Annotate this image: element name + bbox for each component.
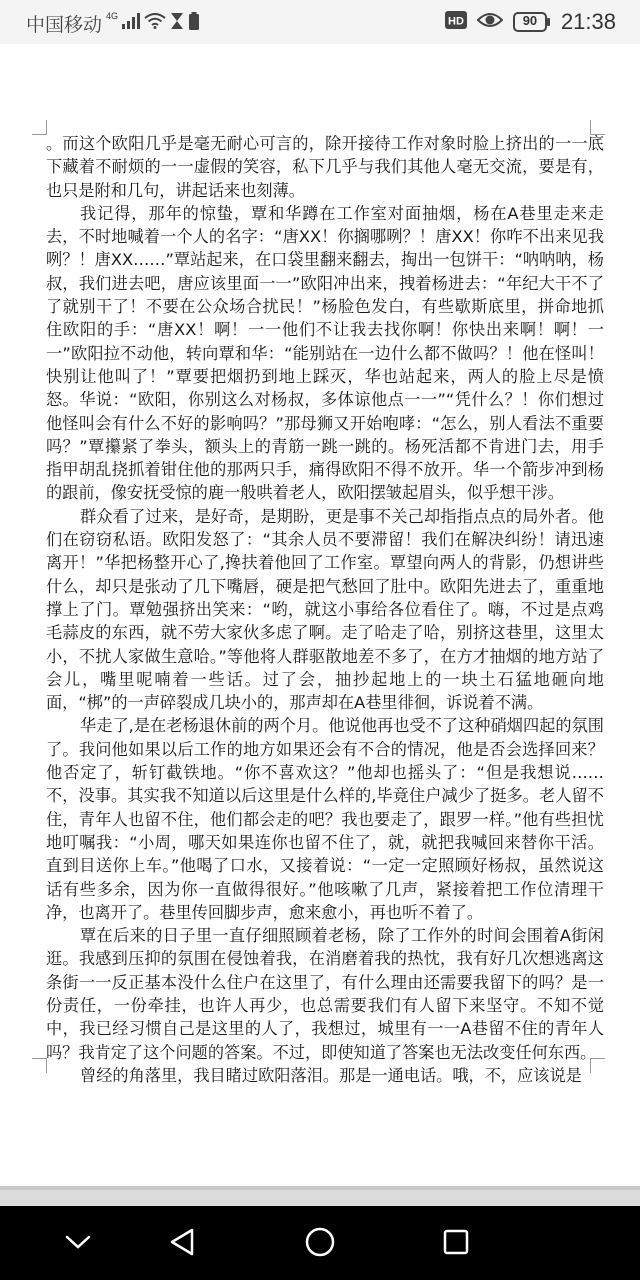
- paragraph: 我记得，那年的惊蛰，覃和华蹲在工作室对面抽烟，杨在A巷里走来走去，不时地喊着一个人的名字：“唐XX！你搁哪咧？！唐XX！你咋不出来见我咧？！唐XX……”覃站起来，在口袋里翻来翻去，掏出一包饼干：“呐呐呐，杨叔，我们进去吧，唐应该里面一一”欧阳冲出来，拽着杨进去：“年纪大干不了了就别干了！不要在公众场合扰民！”杨脸色发白，有些歇斯底里，拼命地抓住欧阳的手：“唐XX！啊！一一他们不让我去找你啊！你快出来啊！啊！一一”欧阳拉不动他，转向覃和华：“能别站在一边什么都不做吗？！他在怪叫！快别让他叫了！”覃要把烟扔到地上踩灭，华也站起来，两人的脸上尽是愤怒。华说：“欧阳，你别这么对杨叔，多体谅他点一一”“凭什么？！你们想过他怪叫会有什么不好的影响吗？”那母狮又开始咆哮：“怎么，别人看法不重要吗？”覃攥紧了拳头，额头上的青筋一跳一跳的。杨死活都不肯进门去，用手指甲胡乱挠抓着钳住他的那两只手，痛得欧阳不得不放开。华一个箭步冲到杨的跟前，像安抚受惊的鹿一般哄着老人，欧阳摆皱起眉头，似乎想干涉。: [46, 203, 604, 503]
- recents-square-icon: [442, 1228, 470, 1260]
- navigation-bar: [0, 1206, 640, 1280]
- paragraph: 曾经的角落里，我目睹过欧阳落泪。那是一通电话。哦，不，应该说是: [80, 1065, 582, 1085]
- clock-time: 21:38: [560, 9, 616, 34]
- status-left: [26, 10, 200, 37]
- paragraph: 群众看了过来，是好奇，是期盼，更是事不关己却指指点点的局外者。他们在窃窃私语。欧阳发怒了：“其余人员不要滞留！我们在解决纠纷！请迅速离开！”华把杨整开心了,搀扶着他回了工作室。覃望向两人的背影，仍想讲些什么，却只是张动了几下嘴唇，硬是把气愁回了肚中。欧阳先进去了，重重地撑上了门。覃勉强挤出笑来：“哟，就这小事给各位看住了。嗨，不过是点鸡毛蒜皮的东西，就不劳大家伙多虑了啊。走了哈走了哈，别挤这巷里，这里太小，不扰人家做生意哈。”等他将人群驱散地差不多了，在方才抽烟的地方站了会儿，嘴里呢喃着一些话。过了会，抽抄起地上的一块土石猛地砸向地面，“梆”的一声碎裂成几块小的，那声却在A巷里徘徊，诉说着不满。: [46, 506, 604, 713]
- hourglass-icon: [170, 12, 184, 36]
- battery-icon: [513, 12, 551, 32]
- hd-icon: [445, 9, 467, 35]
- document-page[interactable]: [0, 44, 640, 1190]
- paragraph: 。而这个欧阳几乎是毫无耐心可言的，除开接待工作对象时脸上挤出的一一底下藏着不耐烦的一一虚假的笑容，私下几乎与我们其他人毫无交流，要是有，也只是附和几句，讲起话来也刻薄。: [46, 134, 604, 200]
- wifi-icon: [144, 12, 166, 35]
- back-triangle-icon: [168, 1227, 196, 1261]
- signal-icon: [122, 12, 140, 35]
- network-type: 4G: [106, 10, 119, 21]
- status-right: [445, 9, 616, 35]
- nav-home-button[interactable]: [300, 1224, 340, 1264]
- home-circle-icon: [304, 1226, 336, 1262]
- paragraph: 华走了,是在老杨退休前的两个月。他说他再也受不了这种硝烟四起的氛围了。我问他如果以后工作的地方如果还会有不合的情况，他是否会选择回来？他否定了，斩钉截铁地。“你不喜欢这？”他却也摇头了：“但是我想说……不，没事。其实我不知道以后这里是什么样的,毕竟住户减少了挺多。老人留不住，青年人也留不住，他们都会走的吧？我也要走了，跟罗一样。”他有些担忧地叮嘱我：“小周，哪天如果连你也留不住了，就，就把我喊回来替你干活。直到目送你上车。”他喝了口水，又接着说：“一定一定照顾好杨叔，虽然说这话有些多余，因为你一直做得很好。”他咳嗽了几声，紧接着把工作位清理干净，也离开了。巷里传回脚步声，愈来愈小，再也听不着了。: [46, 716, 604, 922]
- chevron-down-icon: [64, 1233, 92, 1255]
- battery-level: 90: [522, 13, 538, 28]
- status-bar: [0, 0, 640, 44]
- nav-collapse-button[interactable]: [58, 1224, 98, 1264]
- svg-text:HD: HD: [447, 15, 464, 28]
- page-gap: [0, 1190, 640, 1206]
- nav-recents-button[interactable]: [436, 1224, 476, 1264]
- eye-icon: [477, 9, 503, 35]
- paragraph: 覃在后来的日子里一直仔细照顾着老杨，除了工作外的时间会围着A街闲逛。我感到压抑的氛围在侵蚀着我，在消磨着我的热忱，我有好几次想逃离这条街一一反正基本没什么住户在这里了，有什么理由还需要我留下的吗？是一份责任，一份牵挂，也许人再少，也总需要我们有人留下来坚守。不知不觉中，我已经习惯自己是这里的人了，我想过，城里有一一A巷留不住的青年人吗？我肯定了这个问题的答案。不过，即使知道了答案也无法改变任何东西。: [46, 926, 604, 1062]
- carrier-name: 中国移动: [26, 14, 103, 36]
- crop-mark-bottom-left: [32, 1058, 47, 1073]
- battery-small-icon: [188, 12, 200, 36]
- document-body: [46, 132, 604, 1087]
- crop-mark-top-left: [32, 120, 47, 135]
- nav-back-button[interactable]: [162, 1224, 202, 1264]
